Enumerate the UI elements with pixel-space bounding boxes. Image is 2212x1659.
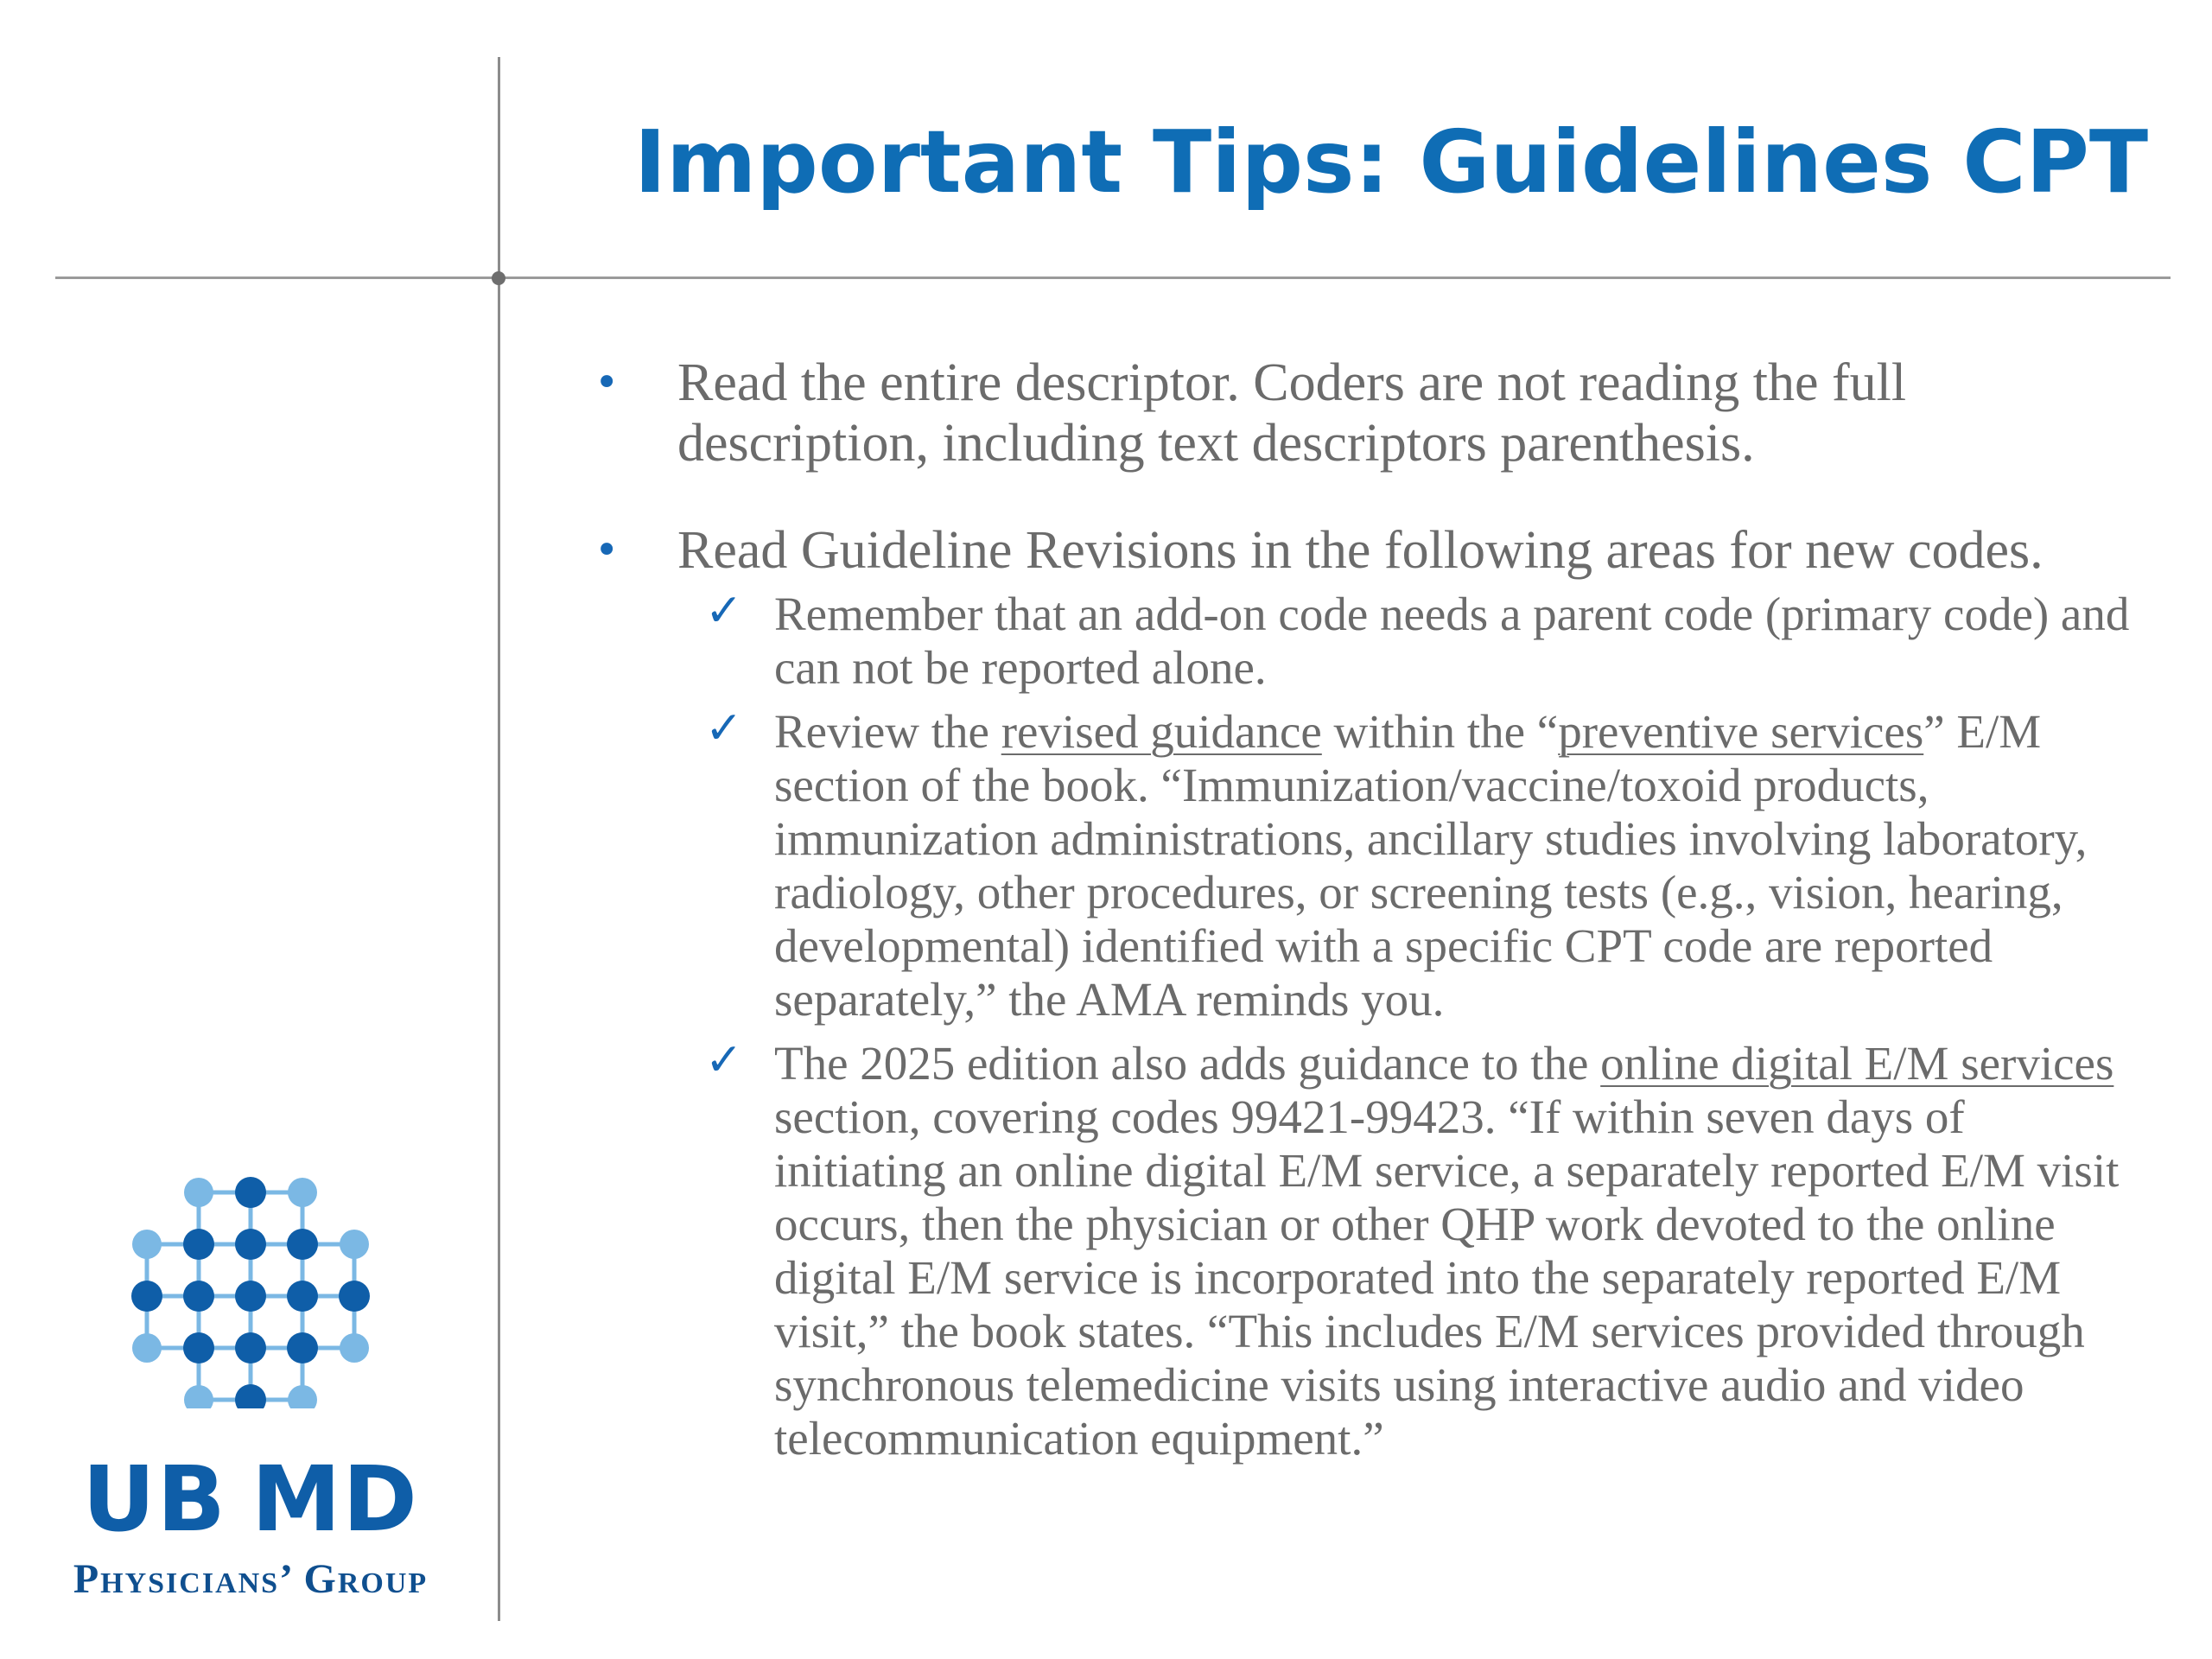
logo-wordmark — [82, 1446, 419, 1552]
check-item — [705, 585, 2145, 695]
logo-left-text: UB — [82, 1446, 227, 1552]
check-text: Remember that an add-on code needs a parent code (primary code) and can not be reported alone. — [774, 588, 2130, 694]
bullet-text: Read Guideline Revisions in the following areas for new codes. — [677, 521, 2044, 580]
checkmark-icon: ✓ — [705, 1034, 743, 1086]
bullet-item — [589, 520, 2145, 1465]
divider-junction-dot — [492, 271, 505, 285]
check-item — [705, 702, 2145, 1027]
horizontal-divider — [55, 276, 2171, 279]
bullet-dot-icon: • — [594, 526, 620, 575]
slide-title: Important Tips: Guidelines CPT — [633, 111, 2149, 213]
bullet-item — [589, 353, 2145, 474]
check-list — [589, 585, 2145, 1465]
check-text: within the “ — [1321, 705, 1559, 758]
logo-subtitle: Physicians’ Group — [73, 1556, 429, 1602]
checkmark-icon: ✓ — [705, 702, 743, 754]
check-item — [705, 1034, 2145, 1465]
online-digital-em-services-link[interactable]: online digital E/M services — [1600, 1037, 2114, 1090]
checkmark-icon: ✓ — [705, 585, 743, 637]
check-text: ” E/M section of the book. “Immunization/vaccine/toxoid products, immunization administrations, ancillary studies involving laboratory, radiology, other procedures, or screening tests (e.g., vision, hearing, developmental) identified with a specific CPT code are reported separately,” the AMA reminds you. — [774, 705, 2088, 1026]
preventive-services-link[interactable]: preventive services — [1558, 705, 1924, 758]
bullet-dot-icon: • — [594, 359, 620, 407]
revised-guidance-link[interactable]: revised guidance — [1001, 705, 1322, 758]
check-text: section, covering codes 99421-99423. “If within seven days of initiating an online digital E/M service, a separately reported E/M visit occurs, then the physician or other QHP work devoted to the online digital E/M service is incorporated into the separately reported E/M visit,” the book states. “This includes E/M services provided through synchronous telemedicine visits using interactive audio and video telecommunication equipment.” — [774, 1090, 2120, 1465]
logo-right-text: MD — [251, 1446, 419, 1552]
check-text: Review the — [774, 705, 1001, 758]
slide-content — [589, 353, 2145, 1465]
check-text: The 2025 edition also adds guidance to the — [774, 1037, 1601, 1090]
bullet-text: Read the entire descriptor. Coders are not reading the full description, including text descriptors parenthesis. — [677, 353, 1907, 473]
logo-network-icon — [130, 1166, 372, 1408]
vertical-divider — [498, 57, 500, 1621]
